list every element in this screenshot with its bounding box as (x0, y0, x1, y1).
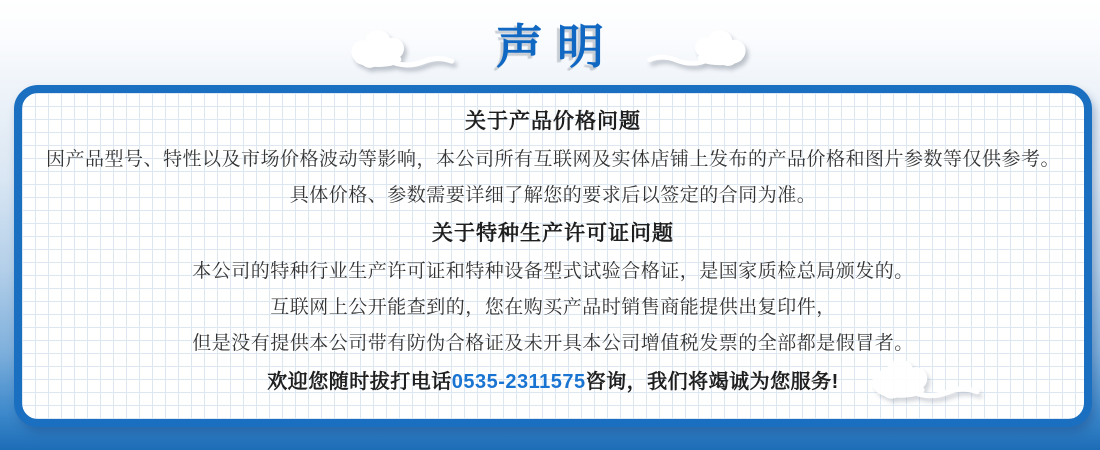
price-section-heading: 关于产品价格问题 (465, 110, 641, 133)
statement-header (0, 0, 1100, 85)
page-title: 声明 (496, 20, 618, 73)
notice-line: 本公司的特种行业生产许可证和特种设备型式试验合格证，是国家质检总局颁发的。 (192, 261, 914, 282)
notice-line: 因产品型号、特性以及市场价格波动等影响，本公司所有互联网及实体店铺上发布的产品价格和图片参数等仅供参考。 (45, 149, 1060, 170)
phone-number: 0535-2311575 (451, 371, 586, 393)
contact-prefix: 欢迎您随时拔打电话 (267, 371, 452, 393)
notice-content (22, 93, 1084, 419)
notice-line: 具体价格、参数需要详细了解您的要求后以签定的合同为准。 (289, 185, 817, 206)
cloud-right-icon (648, 26, 752, 70)
notice-line: 互联网上公开能查到的，您在购买产品时销售商能提供出复印件， (270, 297, 836, 318)
notice-box (14, 85, 1092, 427)
notice-line: 但是没有提供本公司带有防伪合格证及未开具本公司增值税发票的全部都是假冒者。 (192, 333, 914, 354)
contact-suffix: 咨询，我们将竭诚为您服务! (585, 371, 839, 393)
cloud-watermark-icon (862, 355, 982, 403)
license-section-heading: 关于特种生产许可证问题 (432, 222, 674, 245)
